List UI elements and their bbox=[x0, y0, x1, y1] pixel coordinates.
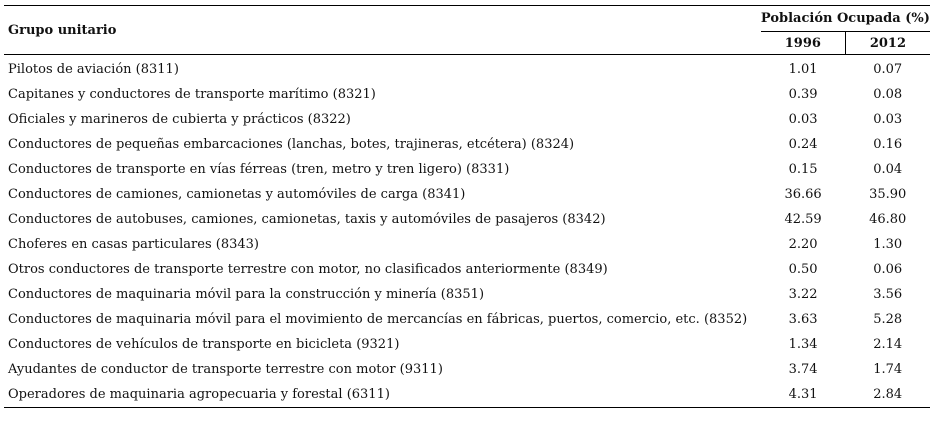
row-2012-cell: 0.04 bbox=[873, 162, 903, 177]
row-2012-cell: 3.56 bbox=[873, 287, 903, 302]
row-2012-cell: 5.28 bbox=[873, 312, 903, 327]
row-1996-cell: 4.31 bbox=[788, 387, 818, 402]
table-row bbox=[4, 55, 930, 83]
population-table bbox=[4, 5, 930, 408]
row-name-cell: Pilotos de aviación (8311) bbox=[8, 62, 179, 77]
table-row bbox=[4, 182, 930, 207]
row-name-cell: Otros conductores de transporte terrestre con motor, no clasificados anteriormente (8349) bbox=[8, 262, 608, 277]
row-name-cell: Conductores de maquinaria móvil para la construcción y minería (8351) bbox=[8, 287, 485, 302]
row-1996-cell: 3.22 bbox=[788, 287, 818, 302]
row-name-cell: Choferes en casas particulares (8343) bbox=[8, 237, 259, 252]
row-1996-cell: 2.20 bbox=[788, 237, 818, 252]
row-name-cell: Oficiales y marineros de cubierta y prácticos (8322) bbox=[8, 112, 351, 127]
table-body bbox=[4, 55, 930, 408]
row-2012-cell: 35.90 bbox=[869, 187, 907, 202]
table-row bbox=[4, 307, 930, 332]
table-row bbox=[4, 107, 930, 132]
row-2012-cell: 1.30 bbox=[873, 237, 903, 252]
table-row bbox=[4, 257, 930, 282]
table-row bbox=[4, 157, 930, 182]
table-row bbox=[4, 232, 930, 257]
row-name-cell: Ayudantes de conductor de transporte terrestre con motor (9311) bbox=[8, 362, 443, 377]
row-2012-cell: 2.14 bbox=[873, 337, 903, 352]
row-1996-cell: 0.39 bbox=[788, 87, 818, 102]
header-group-unitario: Grupo unitario bbox=[4, 6, 761, 55]
row-2012-cell: 0.06 bbox=[873, 262, 903, 277]
header-year-1996: 1996 bbox=[761, 32, 846, 55]
row-name-cell: Conductores de transporte en vías férreas (tren, metro y tren ligero) (8331) bbox=[8, 162, 510, 177]
table-row bbox=[4, 282, 930, 307]
table-row bbox=[4, 132, 930, 157]
header-year-2012: 2012 bbox=[845, 32, 930, 55]
row-1996-cell: 0.15 bbox=[788, 162, 818, 177]
row-1996-cell: 0.03 bbox=[788, 112, 818, 127]
row-name-cell: Operadores de maquinaria agropecuaria y forestal (6311) bbox=[8, 387, 390, 402]
row-1996-cell: 3.63 bbox=[788, 312, 818, 327]
header-poblacion-ocupada: Población Ocupada (%) bbox=[761, 6, 930, 32]
table-row bbox=[4, 357, 930, 382]
row-1996-cell: 1.34 bbox=[788, 337, 818, 352]
table-row bbox=[4, 82, 930, 107]
table-row bbox=[4, 207, 930, 232]
row-name-cell: Conductores de vehículos de transporte en bicicleta (9321) bbox=[8, 337, 400, 352]
row-1996-cell: 3.74 bbox=[788, 362, 818, 377]
row-2012-cell: 0.16 bbox=[873, 137, 903, 152]
row-name-cell: Conductores de camiones, camionetas y automóviles de carga (8341) bbox=[8, 187, 466, 202]
row-name-cell: Conductores de pequeñas embarcaciones (lanchas, botes, trajineras, etcétera) (8324) bbox=[8, 137, 575, 152]
table-header bbox=[4, 6, 930, 55]
row-1996-cell: 42.59 bbox=[784, 212, 822, 227]
table-bottom-rule bbox=[4, 407, 930, 408]
row-name-cell: Capitanes y conductores de transporte marítimo (8321) bbox=[8, 87, 376, 102]
row-2012-cell: 46.80 bbox=[869, 212, 907, 227]
row-2012-cell: 0.08 bbox=[873, 87, 903, 102]
row-1996-cell: 36.66 bbox=[784, 187, 822, 202]
table-row bbox=[4, 382, 930, 407]
row-name-cell: Conductores de maquinaria móvil para el movimiento de mercancías en fábricas, puertos, comercio, etc. (8352) bbox=[8, 312, 748, 327]
table-row bbox=[4, 332, 930, 357]
row-1996-cell: 0.24 bbox=[788, 137, 818, 152]
row-2012-cell: 2.84 bbox=[873, 387, 903, 402]
row-1996-cell: 1.01 bbox=[788, 62, 818, 77]
row-name-cell: Conductores de autobuses, camiones, camionetas, taxis y automóviles de pasajeros (8342) bbox=[8, 212, 606, 227]
row-2012-cell: 1.74 bbox=[873, 362, 903, 377]
row-1996-cell: 0.50 bbox=[788, 262, 818, 277]
row-2012-cell: 0.07 bbox=[873, 62, 903, 77]
row-2012-cell: 0.03 bbox=[873, 112, 903, 127]
